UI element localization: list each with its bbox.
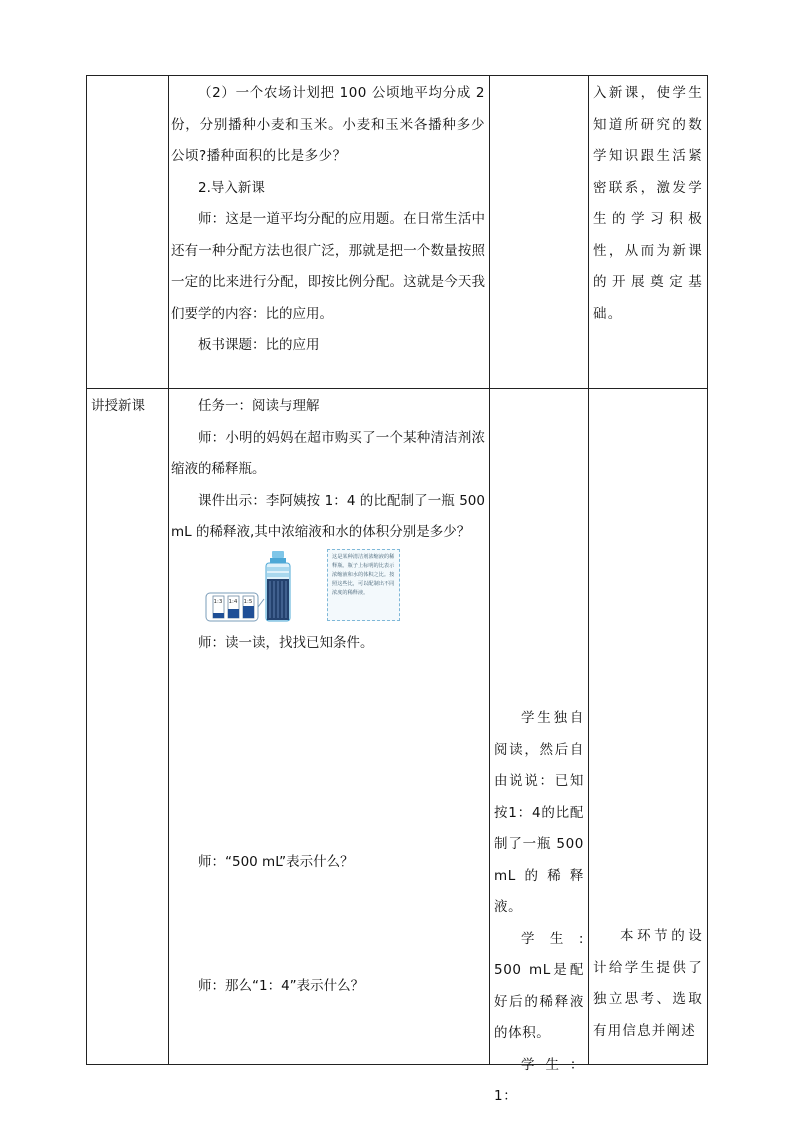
teacher-question-500ml: 师：“500 mL”表示什么？ [198,854,354,870]
row2-content-q1 [171,847,485,879]
row2-intent-cell [593,921,703,1047]
design-intent-text: 入新课，使学生知道所研究的数学知识跟生活紧密联系，激发学生的学习积极性，从而为新课的开展奠定基础。 [593,85,703,322]
bottle-note-text: 这是某种清洁剂浓缩液的稀释瓶。瓶子上标明的比表示浓缩液和水的体积之比。按照这些比，可以配制出不同浓度的稀释液。 [332,554,395,596]
design-intent-text-2: 本环节的设计给学生提供了独立思考、选取有用信息并阐述 [593,928,703,1039]
table-bottom-border [86,1064,708,1065]
teacher-statement: 师：小明的妈妈在超市购买了一个某种清洁剂浓缩液的稀释瓶。 [171,429,485,477]
table-left-border [86,75,87,1065]
table-right-border [707,75,708,1065]
measuring-cup-icon [213,596,224,618]
row2-content-mid [171,628,485,660]
section-heading: 2.导入新课 [198,179,265,196]
svg-text:1:3: 1:3 [213,599,223,605]
row1-content-cell [171,78,485,362]
row2-content-top [171,391,485,549]
table-top-border [86,75,708,76]
student-activity-cell [494,703,584,1113]
column-divider-3 [588,75,589,1065]
row1-intent-cell [593,78,703,330]
column-divider-1 [168,75,169,1065]
stage-label: 讲授新课 [91,398,145,414]
spray-bottle-icon [266,551,290,621]
task-heading: 任务一：阅读与理解 [198,398,320,414]
svg-text:1:5: 1:5 [243,599,253,605]
column-divider-2 [489,75,490,1065]
measuring-cup-icon [228,596,239,618]
teacher-prompt-read: 师：读一读，找找已知条件。 [198,635,374,651]
courseware-problem: 课件出示：李阿姨按 1：4 的比配制了一瓶 500 mL 的稀释液,其中浓缩液和水的体积分别是多少？ [171,492,485,540]
bottle-note-box [327,549,400,621]
teacher-intro: 师：这是一道平均分配的应用题。在日常生活中还有一种分配方法也很广泛，那就是把一个数量按照一定的比来进行分配，即按比例分配。这就是今天我们要学的内容：比的应用。 [171,211,485,322]
student-response-3: 学生：1： [494,1056,584,1104]
measuring-cup-icon [243,596,254,618]
board-title: 板书课题：比的应用 [198,337,320,353]
teacher-question-ratio: 师：那么“1：4”表示什么？ [198,978,365,994]
practice-problem: （2）一个农场计划把 100 公顷地平均分成 2 份，分别播种小麦和玉米。小麦和玉米各播种多少公顷?播种面积的比是多少？ [171,85,485,164]
student-response-1: 学生独自阅读，然后自由说说：已知按1：4的比配制了一瓶 500 mL的稀释液。 [494,710,584,915]
row2-content-q2 [171,971,485,1003]
row-divider [86,388,708,389]
svg-text:1:4: 1:4 [228,599,238,605]
stage-label-cell [91,391,165,423]
student-response-2: 学生: 500 mL是配好后的稀释液的体积。 [494,930,584,1041]
